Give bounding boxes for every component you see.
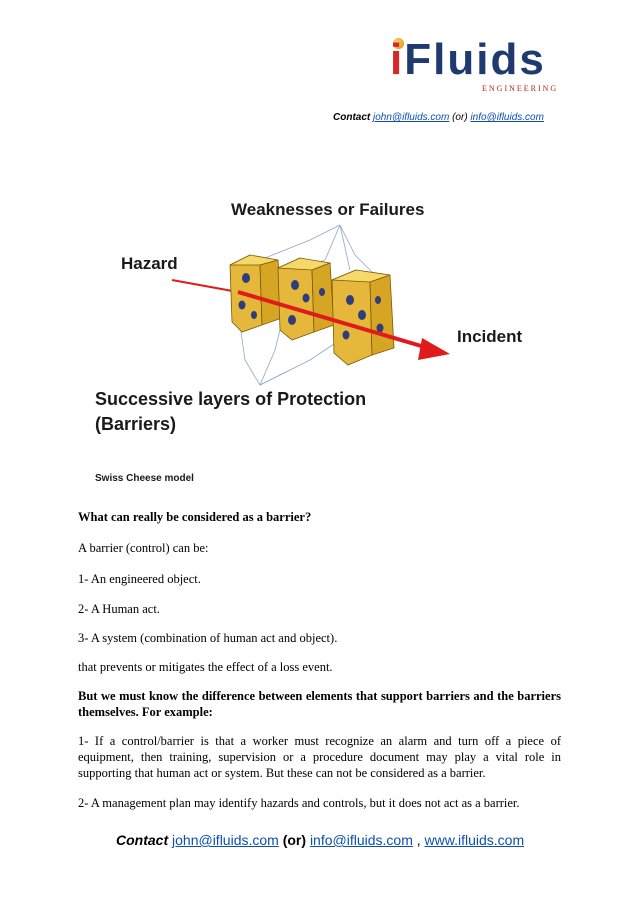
barrier-example-2: 2- A management plan may identify hazards and controls, but it does not act as a barrier. bbox=[78, 796, 520, 810]
logo-wordmark: Fluids bbox=[404, 35, 546, 84]
barrier-prevents: that prevents or mitigates the effect of a loss event. bbox=[78, 660, 333, 674]
barrier-heading: What can really be considered as a barrier? bbox=[78, 510, 312, 524]
cheese-slice-2 bbox=[278, 258, 334, 340]
header-or-text: (or) bbox=[452, 112, 468, 123]
footer-or-text: (or) bbox=[282, 832, 307, 848]
footer-email-1-link[interactable]: john@ifluids.com bbox=[172, 832, 279, 848]
logo-letter-i: i bbox=[390, 35, 405, 84]
label-hazard: Hazard bbox=[121, 254, 178, 273]
barrier-item-1: 1- An engineered object. bbox=[78, 572, 201, 586]
ifluids-logo bbox=[390, 35, 570, 100]
footer-email-2-link[interactable]: info@ifluids.com bbox=[309, 832, 413, 848]
hazard-line bbox=[172, 280, 238, 292]
footer-contact bbox=[116, 832, 524, 848]
header-email-2-link[interactable]: info@ifluids.com bbox=[470, 112, 544, 123]
barrier-item-2: 2- A Human act. bbox=[78, 602, 160, 616]
footer-separator: , bbox=[412, 832, 425, 848]
header-contact bbox=[333, 112, 544, 123]
header-contact-label: Contact bbox=[333, 112, 371, 123]
logo-tagline: ENGINEERING bbox=[482, 84, 559, 93]
header-email-1-link[interactable]: john@ifluids.com bbox=[373, 112, 450, 123]
label-weaknesses: Weaknesses or Failures bbox=[231, 200, 425, 219]
barrier-example-1: 1- If a control/barrier is that a worker must recognize an alarm and turn off a piece of equipment, then training, supervision or a procedure document may play a vital role in supporting that human act or system. But these can not be considered as a barrier. bbox=[78, 734, 561, 780]
footer-website-link[interactable]: www.ifluids.com bbox=[424, 832, 525, 848]
label-incident: Incident bbox=[457, 327, 523, 346]
label-layers-line2: (Barriers) bbox=[95, 414, 177, 434]
barrier-intro: A barrier (control) can be: bbox=[78, 541, 209, 555]
barrier-difference-para: But we must know the difference between elements that support barriers and the barriers themselves. For example: bbox=[78, 689, 561, 719]
label-layers-line1: Successive layers of Protection bbox=[95, 389, 367, 409]
barrier-item-3: 3- A system (combination of human act and object). bbox=[78, 631, 338, 645]
footer-contact-label: Contact bbox=[116, 832, 169, 848]
swiss-cheese-diagram bbox=[150, 220, 480, 390]
diagram-caption: Swiss Cheese model bbox=[95, 473, 194, 484]
cheese-slice-3 bbox=[332, 270, 394, 365]
